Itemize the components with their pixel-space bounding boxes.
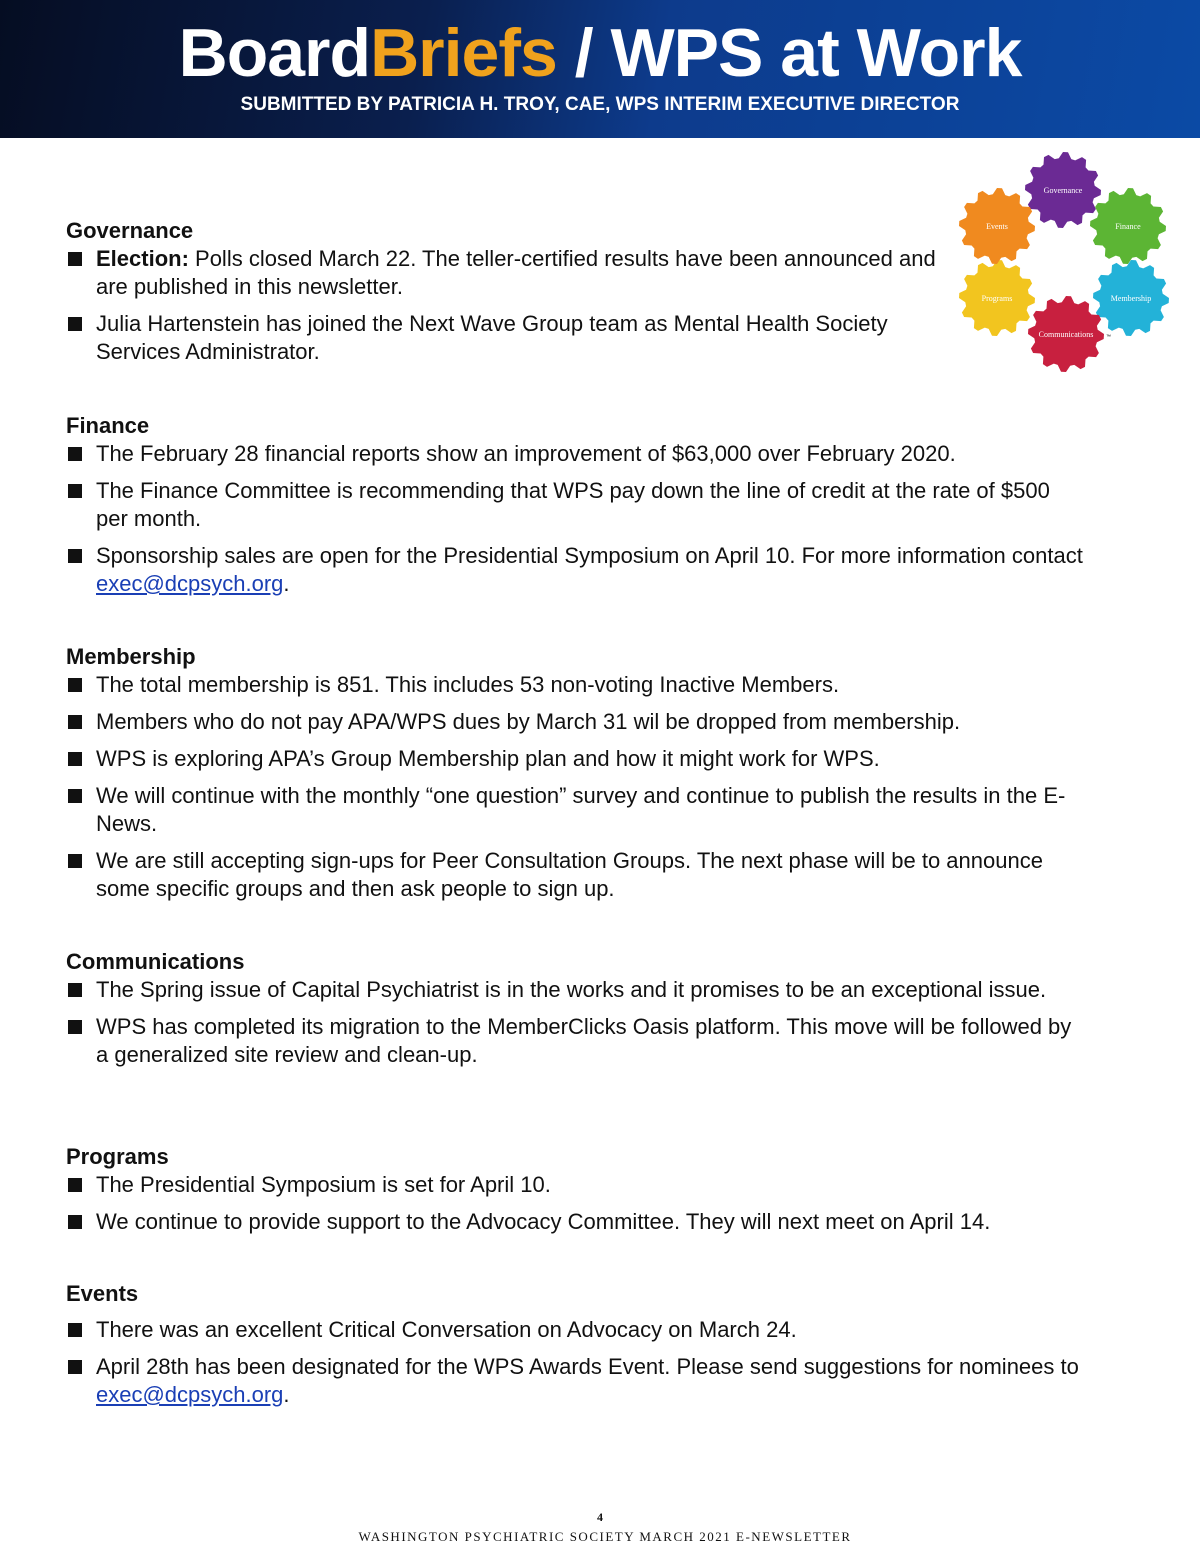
section-heading: Events [66, 1281, 139, 1306]
square-bullet-icon [68, 484, 82, 498]
square-bullet-icon [68, 752, 82, 766]
item-text: The total membership is 851. This includes 53 non-voting Inactive Members. [96, 672, 840, 697]
item-text: We are still accepting sign-ups for Peer Consultation Groups. The next phase will be to announce some specific groups and then ask people to sign up. [96, 848, 1043, 901]
gear-label: Governance [1043, 186, 1083, 195]
square-bullet-icon [68, 252, 82, 266]
square-bullet-icon [68, 789, 82, 803]
page-number: 4 [597, 1510, 603, 1524]
item-label: Election: [96, 246, 189, 271]
square-bullet-icon [68, 447, 82, 461]
header-banner [0, 0, 1200, 138]
item-text: Julia Hartenstein has joined the Next Wave Group team as Mental Health Society Services Administrator. [96, 311, 888, 364]
gear-label: Programs [981, 294, 1013, 303]
bullet-item [66, 1353, 1086, 1409]
gear-label: Communications [1038, 330, 1094, 339]
bullet-item [66, 477, 1086, 533]
gear-governance [1025, 152, 1101, 228]
section-membership [66, 643, 1086, 903]
item-text-end: . [283, 1382, 290, 1407]
square-bullet-icon [68, 983, 82, 997]
section-heading: Communications [66, 949, 245, 974]
square-bullet-icon [68, 854, 82, 868]
bullet-item [66, 782, 1086, 838]
square-bullet-icon [68, 317, 82, 331]
item-text: The February 28 financial reports show an improvement of $63,000 over February 2020. [96, 441, 956, 466]
item-text: April 28th has been designated for the WPS Awards Event. Please send suggestions for nominees to [96, 1354, 1079, 1379]
square-bullet-icon [68, 1360, 82, 1374]
banner-title [0, 14, 1200, 92]
square-bullet-icon [68, 1178, 82, 1192]
bullet-item [66, 1208, 1086, 1236]
gear-membership [1093, 260, 1169, 336]
square-bullet-icon [68, 678, 82, 692]
bullet-item [66, 976, 1086, 1004]
section-events [66, 1280, 1086, 1409]
title-board: Board [178, 15, 371, 91]
section-heading: Finance [66, 413, 150, 438]
bullet-item [66, 440, 1086, 468]
email-link[interactable]: exec@dcpsych.org [96, 571, 284, 596]
bullet-item [66, 1316, 1086, 1344]
footer-text: WASHINGTON PSYCHIATRIC SOCIETY MARCH 2021 E-NEWSLETTER [358, 1529, 852, 1544]
gear-events [959, 188, 1035, 264]
item-text: The Finance Committee is recommending that WPS pay down the line of credit at the rate of $500 per month. [96, 478, 1050, 531]
item-text-end: . [283, 571, 290, 596]
section-heading: Governance [66, 218, 194, 243]
item-text: Polls closed March 22. The teller-certified results have been announced and are published in this newsletter. [96, 246, 936, 299]
item-text: There was an excellent Critical Conversation on Advocacy on March 24. [96, 1317, 797, 1342]
square-bullet-icon [68, 1323, 82, 1337]
square-bullet-icon [68, 715, 82, 729]
square-bullet-icon [68, 1020, 82, 1034]
bullet-item [66, 1013, 1086, 1069]
bullet-item [66, 708, 1086, 736]
item-text: Sponsorship sales are open for the Presidential Symposium on April 10. For more information contact [96, 543, 1083, 568]
bullet-item [66, 847, 1086, 903]
section-programs [66, 1143, 1086, 1236]
item-text: The Presidential Symposium is set for April 10. [96, 1172, 551, 1197]
title-wps: / WPS at Work [556, 15, 1022, 91]
banner-subtitle: SUBMITTED BY PATRICIA H. TROY, CAE, WPS INTERIM EXECUTIVE DIRECTOR [240, 94, 960, 115]
title-briefs: Briefs [370, 15, 557, 91]
trademark-mark: ™ [1106, 334, 1111, 340]
bullet-item [66, 671, 1086, 699]
bullet-item [66, 542, 1086, 598]
email-link[interactable]: exec@dcpsych.org [96, 1382, 284, 1407]
bullet-item [66, 1171, 1086, 1199]
section-heading: Membership [66, 644, 196, 669]
bullet-item [66, 310, 966, 366]
gear-programs [959, 260, 1035, 336]
gear-label: Events [986, 222, 1008, 231]
section-communications [66, 948, 1086, 1069]
gear-finance [1090, 188, 1166, 264]
bullet-item [66, 245, 966, 301]
item-text: The Spring issue of Capital Psychiatrist is in the works and it promises to be an exceptional issue. [96, 977, 1047, 1002]
item-text: We continue to provide support to the Advocacy Committee. They will next meet on April 14. [96, 1209, 991, 1234]
square-bullet-icon [68, 549, 82, 563]
gear-label: Membership [1110, 294, 1152, 303]
section-heading: Programs [66, 1144, 169, 1169]
gear-label: Finance [1115, 222, 1141, 231]
section-governance [66, 217, 966, 366]
section-finance [66, 412, 1086, 598]
gears-graphic [950, 150, 1180, 380]
item-text: WPS has completed its migration to the MemberClicks Oasis platform. This move will be followed by a generalized site review and clean-up. [96, 1014, 1072, 1067]
gear-communications [1028, 296, 1104, 372]
item-text: Members who do not pay APA/WPS dues by March 31 wil be dropped from membership. [96, 709, 961, 734]
item-text: We will continue with the monthly “one question” survey and continue to publish the results in the E-News. [96, 783, 1066, 836]
square-bullet-icon [68, 1215, 82, 1229]
bullet-item [66, 745, 1086, 773]
item-text: WPS is exploring APA’s Group Membership plan and how it might work for WPS. [96, 746, 880, 771]
